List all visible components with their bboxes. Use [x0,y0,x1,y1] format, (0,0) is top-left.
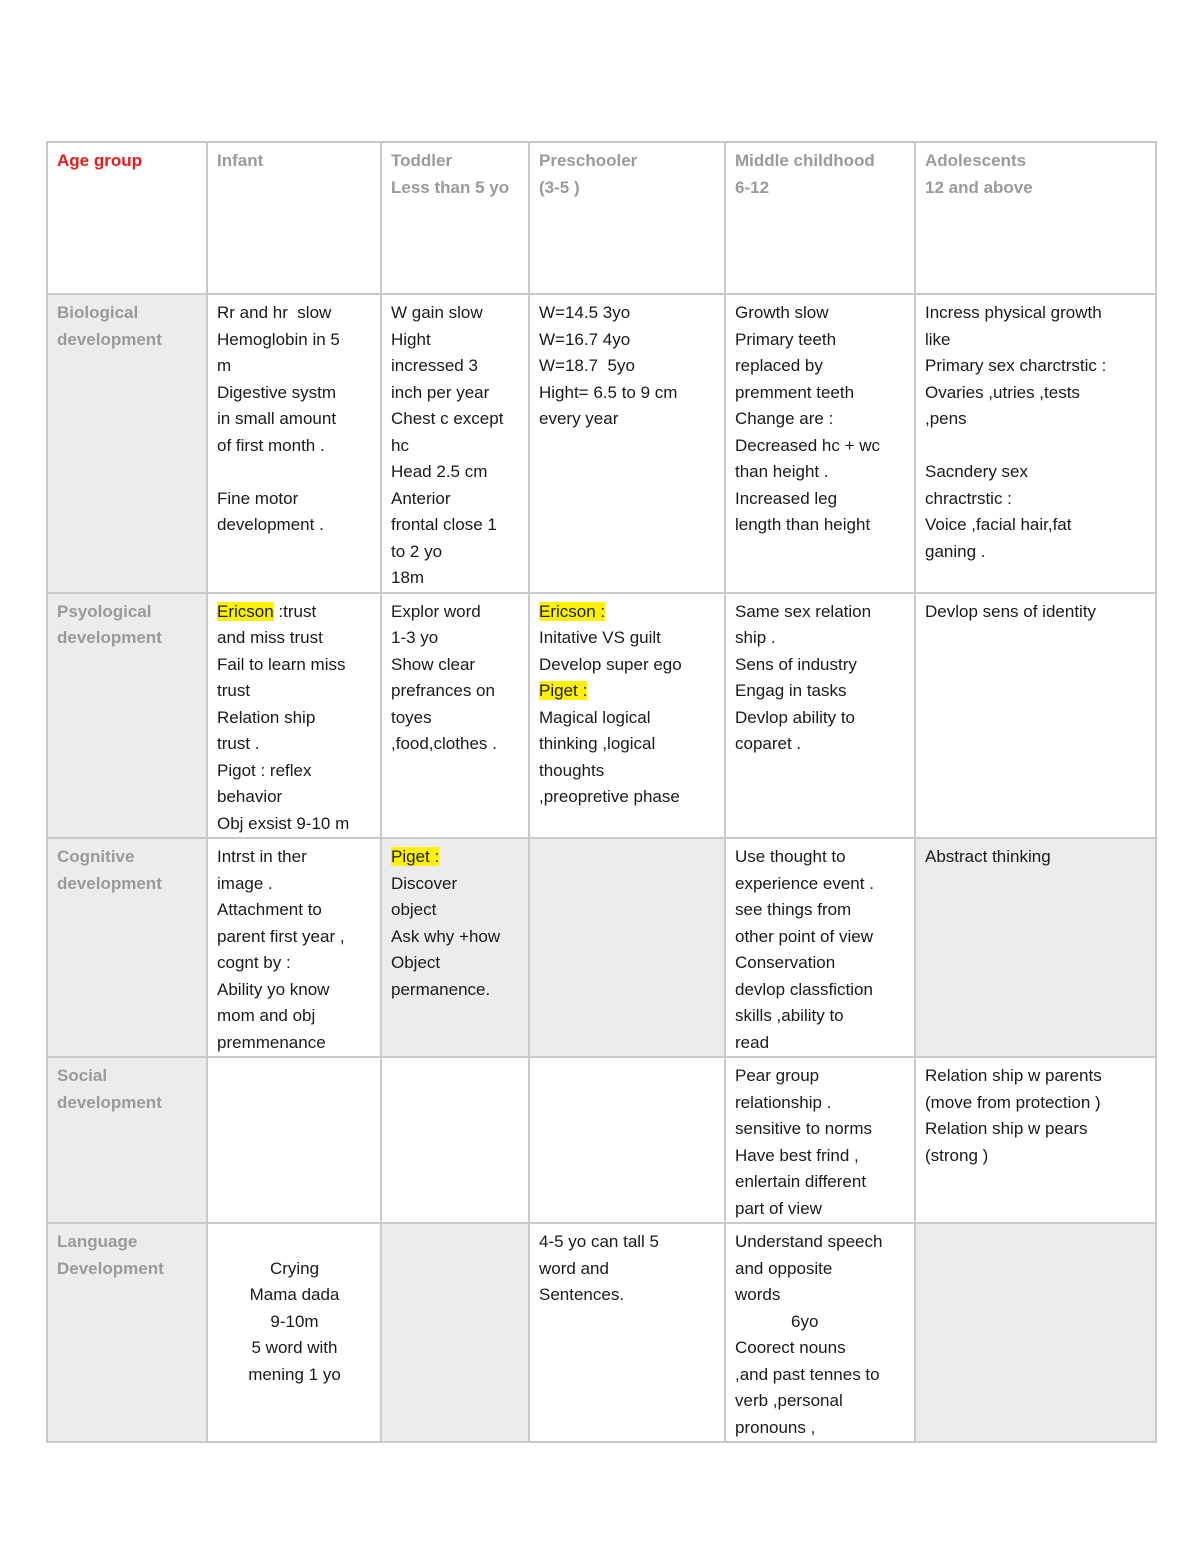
age-group-header: Age group [47,142,207,294]
psychological-preschooler: Ericson : Initative VS guilt Develop super ego Piget : Magical logical thinking ,logical thoughts ,preopretive phase [529,593,725,839]
social-toddler [381,1057,529,1223]
highlight-piget: Piget : [539,681,588,700]
cognitive-toddler: Piget : Discover object Ask why +how Object permanence. [381,838,529,1057]
preschooler-header: Preschooler (3-5 ) [529,142,725,294]
psychological-toddler: Explor word 1-3 yo Show clear prefrances on toyes ,food,clothes . [381,593,529,839]
social-infant [207,1057,381,1223]
highlight-piget: Piget : [391,847,440,866]
social-label: Social development [47,1057,207,1223]
social-adolescents: Relation ship w parents (move from protection ) Relation ship w pears (strong ) [915,1057,1156,1223]
language-label: Language Development [47,1223,207,1442]
biological-preschooler: W=14.5 3yo W=16.7 4yo W=18.7 5yo Hight= 6.5 to 9 cm every year [529,294,725,593]
biological-middle-childhood: Growth slow Primary teeth replaced by premment teeth Change are : Decreased hc + wc than height . Increased leg length than height [725,294,915,593]
biological-label: Biological development [47,294,207,593]
cognitive-infant: Intrst in ther image . Attachment to parent first year , cognt by : Ability yo know mom and obj premmenance [207,838,381,1057]
psychological-row [47,593,1156,839]
cognitive-label: Cognitive development [47,838,207,1057]
development-table [46,141,1157,1443]
cognitive-row [47,838,1156,1057]
language-row [47,1223,1156,1442]
biological-toddler: W gain slow Hight incressed 3 inch per year Chest c except hc Head 2.5 cm Anterior frontal close 1 to 2 yo 18m [381,294,529,593]
cognitive-middle-childhood: Use thought to experience event . see things from other point of view Conservation devlop classfiction skills ,ability to read [725,838,915,1057]
toddler-header: Toddler Less than 5 yo [381,142,529,294]
language-toddler [381,1223,529,1442]
language-infant: Crying Mama dada 9-10m 5 word with mening 1 yo [207,1223,381,1442]
header-row [47,142,1156,294]
adolescents-header: Adolescents 12 and above [915,142,1156,294]
language-preschooler: 4-5 yo can tall 5 word and Sentences. [529,1223,725,1442]
middle-childhood-header: Middle childhood 6-12 [725,142,915,294]
highlight-ericson: Ericson : [539,601,606,621]
psychological-label: Psyological development [47,593,207,839]
social-preschooler [529,1057,725,1223]
language-middle-childhood: Understand speech and opposite words 6yo Coorect nouns ,and past tennes to verb ,personal pronouns , [725,1223,915,1442]
cognitive-preschooler [529,838,725,1057]
social-row [47,1057,1156,1223]
psychological-infant: Ericson :trust and miss trust Fail to learn miss trust Relation ship trust . Pigot : reflex behavior Obj exsist 9-10 m [207,593,381,839]
social-middle-childhood: Pear group relationship . sensitive to norms Have best frind , enlertain different part of view [725,1057,915,1223]
psychological-middle-childhood: Same sex relation ship . Sens of industry Engag in tasks Devlop ability to coparet . [725,593,915,839]
psychological-adolescents: Devlop sens of identity [915,593,1156,839]
language-adolescents [915,1223,1156,1442]
cognitive-adolescents: Abstract thinking [915,838,1156,1057]
infant-header: Infant [207,142,381,294]
highlight-ericson: Ericson [217,601,274,621]
biological-infant: Rr and hr slow Hemoglobin in 5 m Digestive systm in small amount of first month . Fine motor development . [207,294,381,593]
biological-row [47,294,1156,593]
biological-adolescents: Incress physical growth like Primary sex charctrstic : Ovaries ,utries ,tests ,pens Sacndery sex chractrstic : Voice ,facial hair,fat ganing . [915,294,1156,593]
